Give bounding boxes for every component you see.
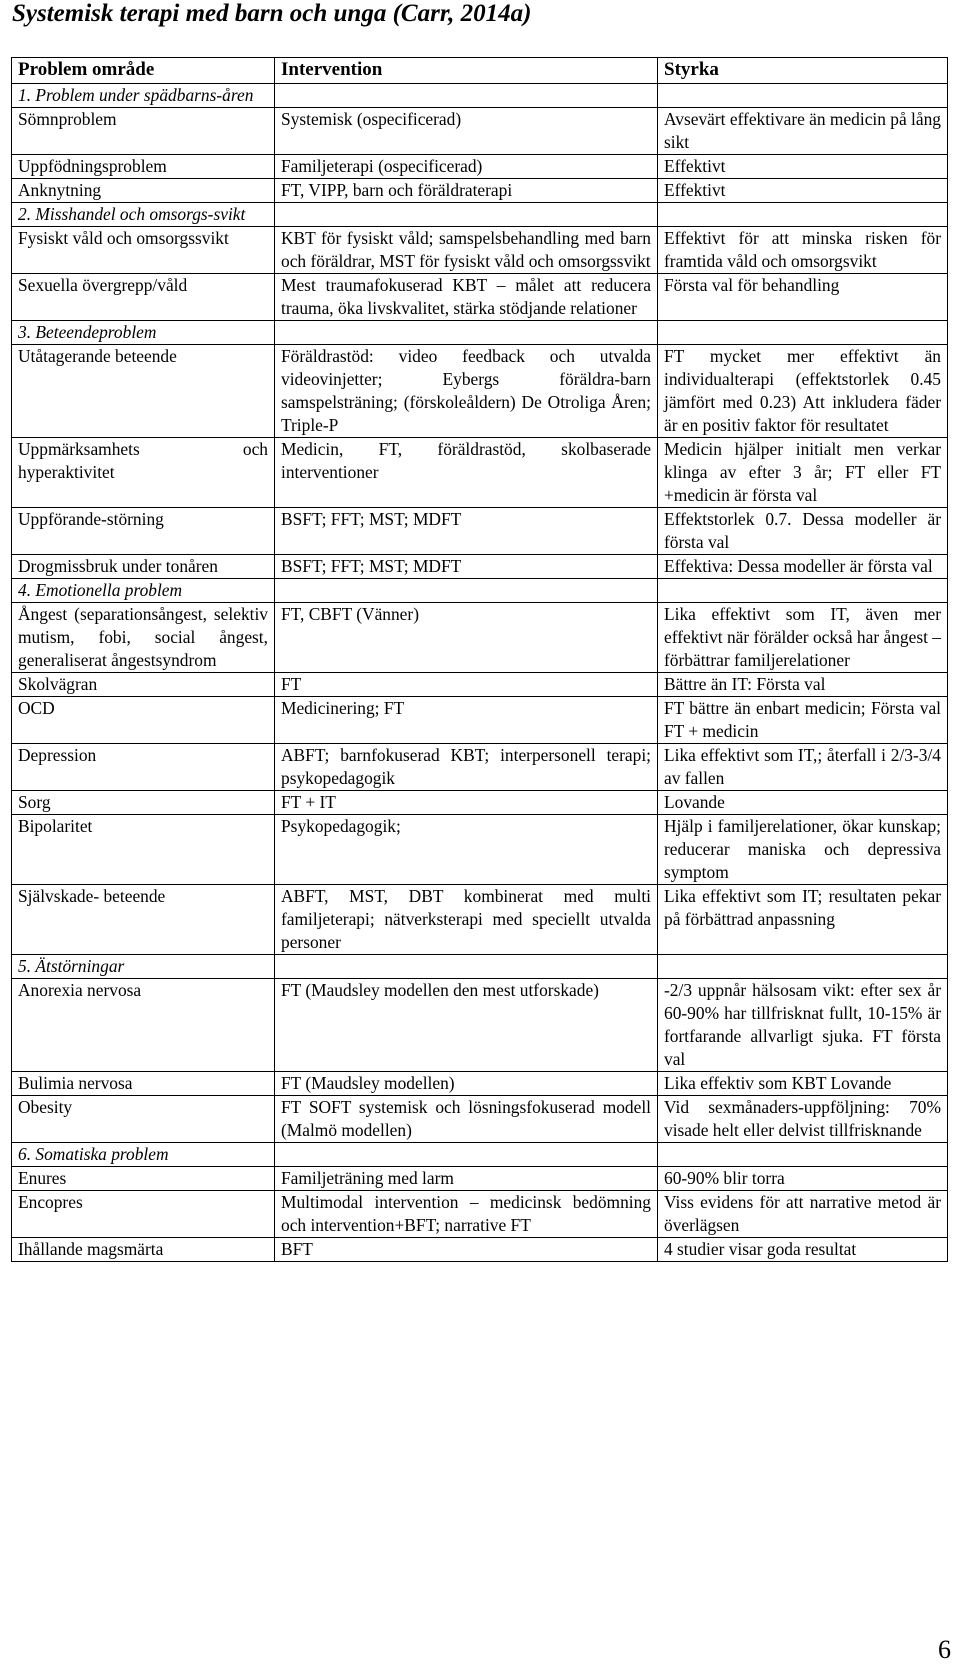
strength-cell: Effektstorlek 0.7. Dessa modeller är första val <box>658 508 948 555</box>
table-row <box>12 815 948 885</box>
table-row <box>12 1096 948 1143</box>
strength-cell: Lika effektiv som KBT Lovande <box>658 1072 948 1096</box>
intervention-cell: FT SOFT systemisk och lösningsfokuserad modell (Malmö modellen) <box>275 1096 658 1143</box>
problem-cell: Självskade- beteende <box>12 885 275 955</box>
table-row <box>12 179 948 203</box>
page-number: 6 <box>938 1635 951 1664</box>
table-row <box>12 1238 948 1262</box>
intervention-cell: Medicin, FT, föräldrastöd, skolbaserade interventioner <box>275 438 658 508</box>
problem-cell: Uppförande-störning <box>12 508 275 555</box>
section-row <box>12 579 948 603</box>
strength-cell: 4 studier visar goda resultat <box>658 1238 948 1262</box>
strength-cell: Lika effektivt som IT; resultaten pekar på förbättrad anpassning <box>658 885 948 955</box>
strength-cell: Lika effektivt som IT,; återfall i 2/3-3/4 av fallen <box>658 744 948 791</box>
table-row <box>12 791 948 815</box>
problem-cell: Sorg <box>12 791 275 815</box>
table-header-row <box>12 58 948 84</box>
table-row <box>12 1167 948 1191</box>
table-row <box>12 673 948 697</box>
document-title: Systemisk terapi med barn och unga (Carr, 2014a) <box>12 0 532 27</box>
header-intervention: Intervention <box>275 58 658 84</box>
table-row <box>12 227 948 274</box>
empty-cell <box>275 84 658 108</box>
header-strength: Styrka <box>658 58 948 84</box>
problem-cell: Utåtagerande beteende <box>12 345 275 438</box>
problem-cell: Bipolaritet <box>12 815 275 885</box>
problem-cell: Encopres <box>12 1191 275 1238</box>
section-row <box>12 84 948 108</box>
intervention-cell: Medicinering; FT <box>275 697 658 744</box>
section-title: 6. Somatiska problem <box>12 1143 275 1167</box>
strength-cell: Lovande <box>658 791 948 815</box>
section-row <box>12 1143 948 1167</box>
strength-cell: 60-90% blir torra <box>658 1167 948 1191</box>
problem-cell: Enures <box>12 1167 275 1191</box>
problem-cell: Ihållande magsmärta <box>12 1238 275 1262</box>
empty-cell <box>658 203 948 227</box>
table-row <box>12 744 948 791</box>
intervention-cell: FT + IT <box>275 791 658 815</box>
strength-cell: FT mycket mer effektivt än individualterapi (effektstorlek 0.45 jämfört med 0.23) Att inkludera fäder är en positiv faktor för resultatet <box>658 345 948 438</box>
intervention-cell: FT, VIPP, barn och föräldraterapi <box>275 179 658 203</box>
strength-cell: Effektivt för att minska risken för framtida våld och omsorgsvikt <box>658 227 948 274</box>
problem-cell: Depression <box>12 744 275 791</box>
strength-cell: -2/3 uppnår hälsosam vikt: efter sex år 60-90% har tillfrisknat fullt, 10-15% är fortfarande allvarligt sjuka. FT första val <box>658 979 948 1072</box>
problem-cell: Anorexia nervosa <box>12 979 275 1072</box>
strength-cell: Medicin hjälper initialt men verkar klinga av efter 3 år; FT eller FT +medicin är första val <box>658 438 948 508</box>
table-row <box>12 508 948 555</box>
problem-cell: Sömnproblem <box>12 108 275 155</box>
intervention-cell: Systemisk (ospecificerad) <box>275 108 658 155</box>
problem-cell: Sexuella övergrepp/våld <box>12 274 275 321</box>
intervention-cell: BSFT; FFT; MST; MDFT <box>275 508 658 555</box>
problem-cell: OCD <box>12 697 275 744</box>
strength-cell: Avsevärt effektivare än medicin på lång sikt <box>658 108 948 155</box>
intervention-cell: BSFT; FFT; MST; MDFT <box>275 555 658 579</box>
intervention-cell: FT (Maudsley modellen den mest utforskade) <box>275 979 658 1072</box>
intervention-cell: ABFT, MST, DBT kombinerat med multi familjeterapi; nätverksterapi med speciellt utvalda personer <box>275 885 658 955</box>
empty-cell <box>275 955 658 979</box>
header-problem: Problem område <box>12 58 275 84</box>
strength-cell: Första val för behandling <box>658 274 948 321</box>
problem-cell: Ångest (separationsångest, selektiv mutism, fobi, social ångest, generaliserat ångestsyndrom <box>12 603 275 673</box>
intervention-cell: FT (Maudsley modellen) <box>275 1072 658 1096</box>
empty-cell <box>658 84 948 108</box>
section-title: 4. Emotionella problem <box>12 579 275 603</box>
problem-cell: Obesity <box>12 1096 275 1143</box>
table-row <box>12 555 948 579</box>
strength-cell: Vid sexmånaders-uppföljning: 70% visade helt eller delvist tillfrisknande <box>658 1096 948 1143</box>
table-row <box>12 108 948 155</box>
empty-cell <box>275 321 658 345</box>
empty-cell <box>658 955 948 979</box>
strength-cell: Effektivt <box>658 179 948 203</box>
empty-cell <box>658 579 948 603</box>
section-row <box>12 955 948 979</box>
table-row <box>12 438 948 508</box>
section-row <box>12 321 948 345</box>
empty-cell <box>275 1143 658 1167</box>
intervention-cell: FT, CBFT (Vänner) <box>275 603 658 673</box>
strength-cell: Bättre än IT: Första val <box>658 673 948 697</box>
empty-cell <box>275 203 658 227</box>
intervention-cell: Multimodal intervention – medicinsk bedömning och intervention+BFT; narrative FT <box>275 1191 658 1238</box>
table-row <box>12 1191 948 1238</box>
table-row <box>12 979 948 1072</box>
problem-cell: Drogmissbruk under tonåren <box>12 555 275 579</box>
intervention-cell: FT <box>275 673 658 697</box>
intervention-cell: Mest traumafokuserad KBT – målet att reducera trauma, öka livskvalitet, stärka stödjande relationer <box>275 274 658 321</box>
problem-cell: Anknytning <box>12 179 275 203</box>
table-row <box>12 155 948 179</box>
empty-cell <box>275 579 658 603</box>
strength-cell: Effektivt <box>658 155 948 179</box>
empty-cell <box>658 321 948 345</box>
therapy-table <box>11 57 948 1262</box>
intervention-cell: Föräldrastöd: video feedback och utvalda videovinjetter; Eybergs föräldra-barn samspelsträning; (förskoleåldern) De Otroliga Åren; Triple-P <box>275 345 658 438</box>
empty-cell <box>658 1143 948 1167</box>
section-row <box>12 203 948 227</box>
problem-cell: Bulimia nervosa <box>12 1072 275 1096</box>
strength-cell: Hjälp i familjerelationer, ökar kunskap; reducerar maniska och depressiva symptom <box>658 815 948 885</box>
intervention-cell: Psykopedagogik; <box>275 815 658 885</box>
intervention-cell: BFT <box>275 1238 658 1262</box>
intervention-cell: ABFT; barnfokuserad KBT; interpersonell terapi; psykopedagogik <box>275 744 658 791</box>
table-row <box>12 274 948 321</box>
table-row <box>12 885 948 955</box>
problem-cell: Fysiskt våld och omsorgssvikt <box>12 227 275 274</box>
intervention-cell: KBT för fysiskt våld; samspelsbehandling med barn och föräldrar, MST för fysiskt våld och omsorgssvikt <box>275 227 658 274</box>
problem-cell: Skolvägran <box>12 673 275 697</box>
strength-cell: Lika effektivt som IT, även mer effektivt när förälder också har ångest – förbättrar familjerelationer <box>658 603 948 673</box>
problem-cell: Uppfödningsproblem <box>12 155 275 179</box>
intervention-cell: Familjeterapi (ospecificerad) <box>275 155 658 179</box>
table-row <box>12 603 948 673</box>
strength-cell: FT bättre än enbart medicin; Första val FT + medicin <box>658 697 948 744</box>
section-title: 3. Beteendeproblem <box>12 321 275 345</box>
table-row <box>12 697 948 744</box>
section-title: 2. Misshandel och omsorgs-svikt <box>12 203 275 227</box>
problem-cell: Uppmärksamhets och hyperaktivitet <box>12 438 275 508</box>
strength-cell: Viss evidens för att narrative metod är överlägsen <box>658 1191 948 1238</box>
table-row <box>12 345 948 438</box>
intervention-cell: Familjeträning med larm <box>275 1167 658 1191</box>
strength-cell: Effektiva: Dessa modeller är första val <box>658 555 948 579</box>
table-row <box>12 1072 948 1096</box>
section-title: 5. Ätstörningar <box>12 955 275 979</box>
section-title: 1. Problem under spädbarns-åren <box>12 84 275 108</box>
